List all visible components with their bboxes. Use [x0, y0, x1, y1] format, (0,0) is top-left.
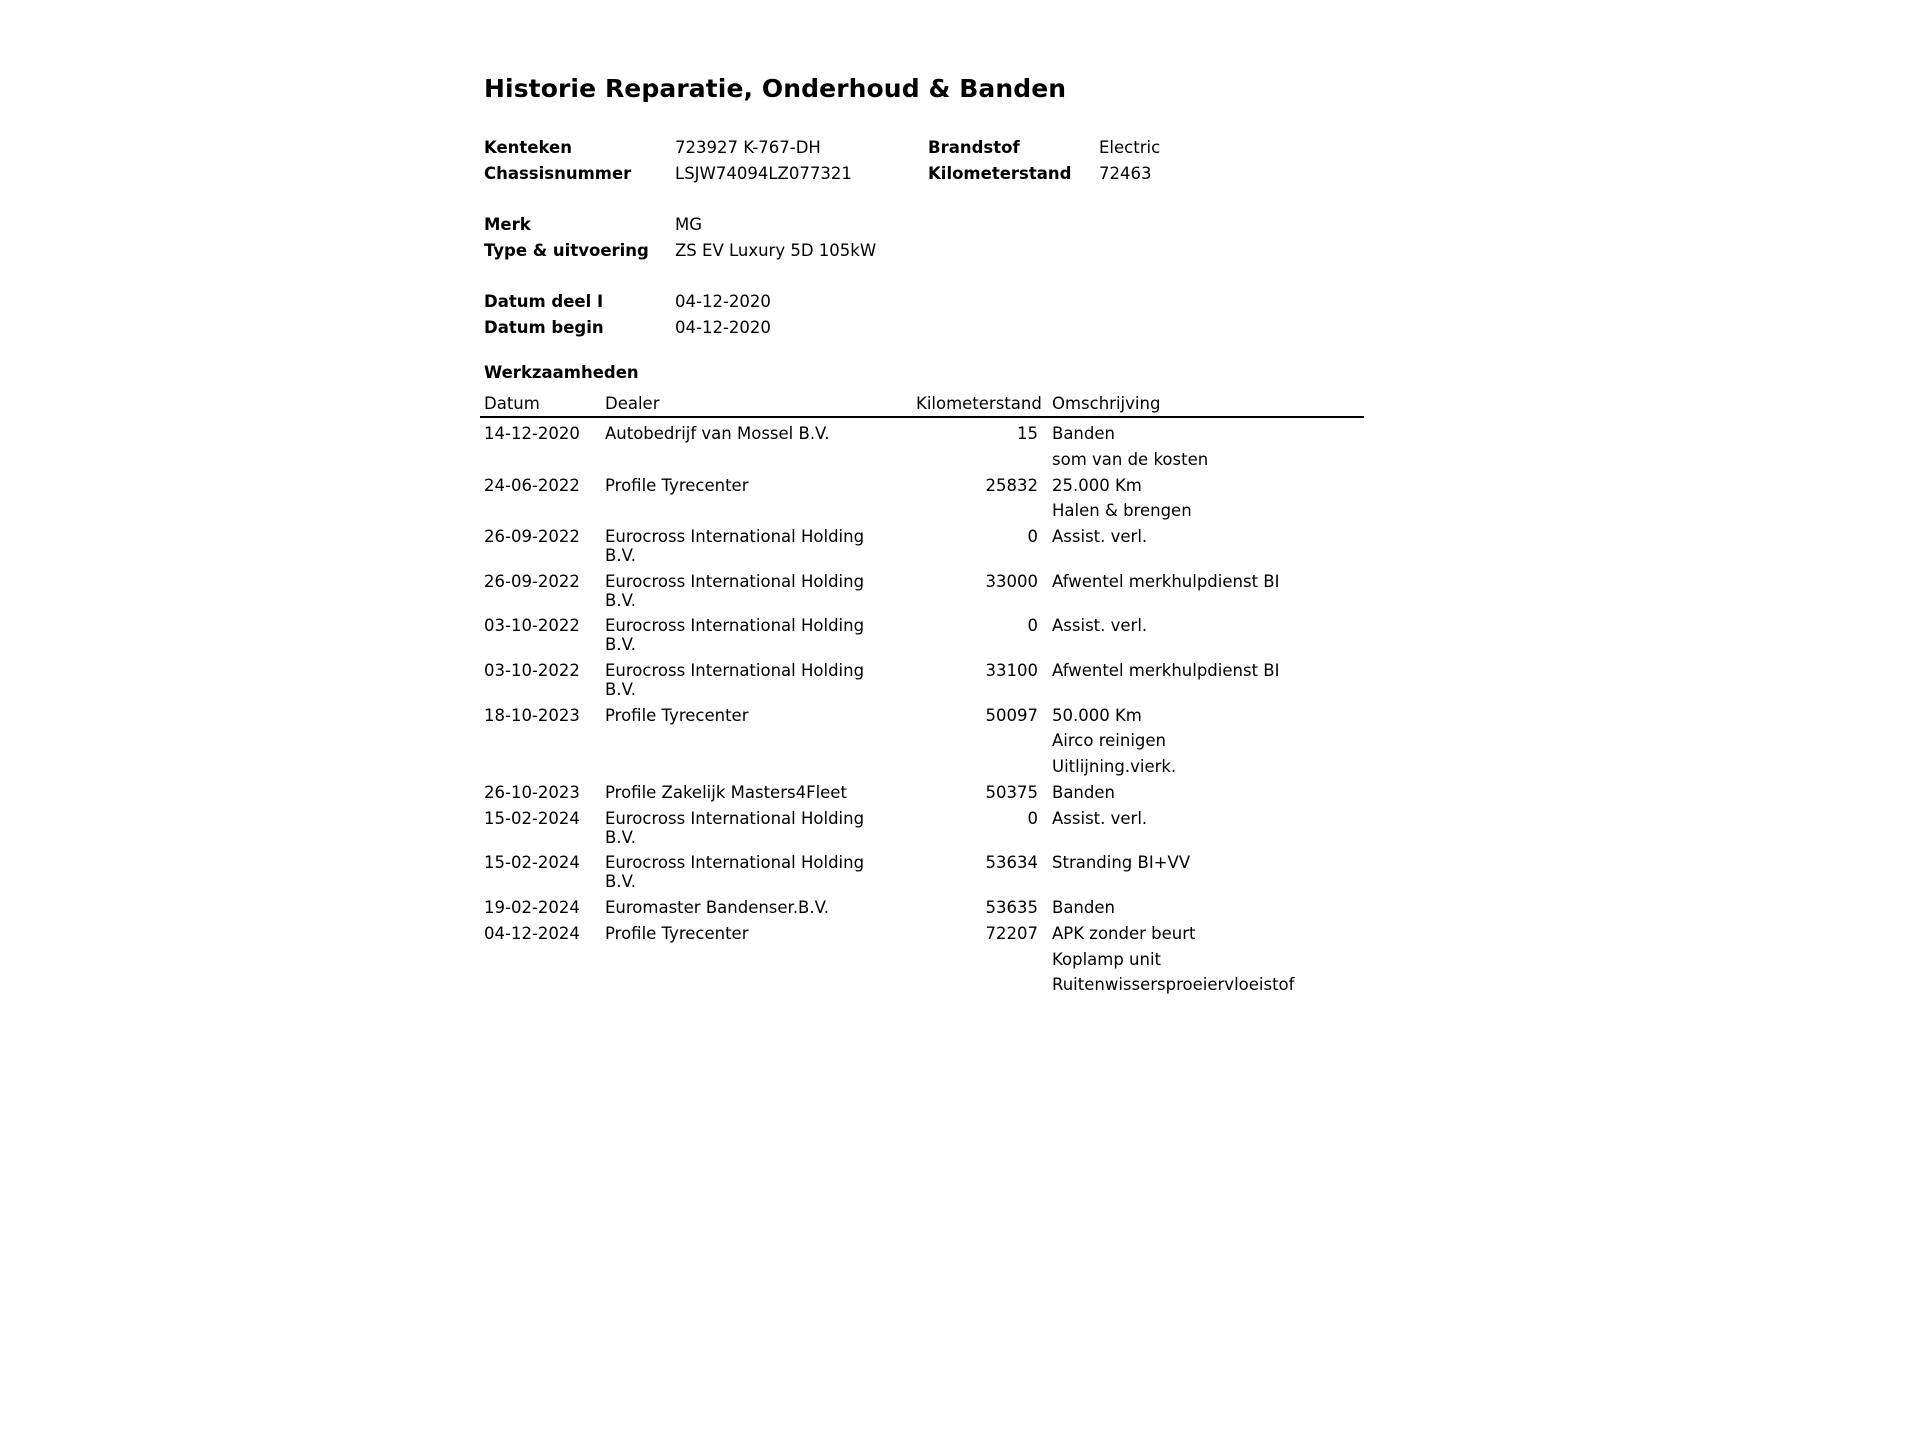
row-dealer: Profile Tyrecenter — [605, 923, 749, 943]
omschrijving-line: Banden — [1052, 424, 1115, 443]
row-date: 04-12-2024 — [484, 923, 580, 943]
omschrijving-line: som van de kosten — [1052, 449, 1209, 469]
row-dealer: Autobedrijf van Mossel B.V. — [605, 424, 830, 443]
merk-value: MG — [675, 215, 703, 234]
row-omschrijving — [1052, 476, 1372, 528]
table-row — [484, 924, 1364, 1001]
datum-deel-value: 04-12-2020 — [675, 292, 771, 311]
table-row — [484, 706, 1364, 783]
row-date: 14-12-2020 — [484, 424, 580, 443]
omschrijving-line: 50.000 Km — [1052, 705, 1142, 725]
row-dealer: Eurocross International Holding B.V. — [605, 527, 865, 566]
chassisnummer-value: LSJW74094LZ077321 — [675, 164, 852, 183]
omschrijving-line: Afwentel merkhulpdienst BI — [1052, 660, 1280, 680]
table-row — [484, 661, 1364, 706]
type-uitvoering-label: Type & uitvoering — [484, 241, 649, 260]
type-uitvoering-value: ZS EV Luxury 5D 105kW — [675, 241, 877, 260]
row-omschrijving — [1052, 809, 1372, 835]
row-kilometerstand: 0 — [1027, 808, 1038, 828]
row-kilometerstand: 53634 — [985, 853, 1038, 873]
merk-label: Merk — [484, 215, 531, 234]
table-row — [484, 527, 1364, 572]
brandstof-label: Brandstof — [928, 138, 1020, 157]
kenteken-value: 723927 K-767-DH — [675, 138, 821, 157]
omschrijving-line: Assist. verl. — [1052, 616, 1148, 636]
row-kilometerstand: 33100 — [985, 660, 1038, 680]
page-title: Historie Reparatie, Onderhoud & Banden — [484, 74, 1067, 103]
kilometerstand-label: Kilometerstand — [928, 164, 1072, 183]
row-date: 26-09-2022 — [484, 571, 580, 591]
chassisnummer-label: Chassisnummer — [484, 164, 632, 183]
row-kilometerstand: 33000 — [985, 571, 1038, 591]
table-row — [484, 783, 1364, 809]
header-datum: Datum — [484, 394, 540, 413]
row-omschrijving — [1052, 527, 1372, 553]
row-kilometerstand: 0 — [1027, 527, 1038, 547]
table-row — [484, 898, 1364, 924]
row-dealer: Eurocross International Holding B.V. — [605, 853, 865, 892]
kilometerstand-value: 72463 — [1099, 164, 1152, 183]
datum-deel-label: Datum deel I — [484, 292, 604, 311]
omschrijving-line: Banden — [1052, 897, 1115, 917]
table-row — [484, 476, 1364, 528]
row-omschrijving — [1052, 424, 1372, 476]
row-date: 26-09-2022 — [484, 527, 580, 547]
row-date: 19-02-2024 — [484, 897, 580, 917]
row-kilometerstand: 50375 — [985, 782, 1038, 802]
omschrijving-line: Assist. verl. — [1052, 527, 1148, 547]
row-omschrijving — [1052, 783, 1372, 809]
row-omschrijving — [1052, 661, 1372, 687]
brandstof-value: Electric — [1099, 138, 1161, 157]
row-date: 03-10-2022 — [484, 660, 580, 680]
omschrijving-line: Airco reinigen — [1052, 731, 1166, 751]
row-dealer: Profile Tyrecenter — [605, 475, 749, 495]
omschrijving-line: Uitlijning.vierk. — [1052, 757, 1177, 777]
omschrijving-line: 25.000 Km — [1052, 475, 1142, 495]
row-kilometerstand: 15 — [1017, 424, 1038, 443]
row-dealer: Eurocross International Holding B.V. — [605, 616, 865, 655]
table-row — [484, 572, 1364, 617]
row-omschrijving — [1052, 616, 1372, 642]
werkzaamheden-title: Werkzaamheden — [484, 363, 639, 382]
table-row — [484, 853, 1364, 898]
header-dealer: Dealer — [605, 394, 660, 413]
table-row — [484, 424, 1364, 476]
omschrijving-line: Stranding BI+VV — [1052, 853, 1191, 873]
row-kilometerstand: 53635 — [985, 897, 1038, 917]
datum-begin-value: 04-12-2020 — [675, 318, 771, 337]
row-date: 03-10-2022 — [484, 616, 580, 636]
omschrijving-line: Afwentel merkhulpdienst BI — [1052, 571, 1280, 591]
table-row — [484, 809, 1364, 854]
row-dealer: Euromaster Bandenser.B.V. — [605, 897, 830, 917]
datum-begin-label: Datum begin — [484, 318, 604, 337]
header-kilometerstand: Kilometerstand — [916, 394, 1042, 413]
row-date: 15-02-2024 — [484, 853, 580, 873]
row-date: 15-02-2024 — [484, 808, 580, 828]
row-dealer: Eurocross International Holding B.V. — [605, 571, 865, 610]
row-dealer: Eurocross International Holding B.V. — [605, 808, 865, 847]
omschrijving-line: Assist. verl. — [1052, 808, 1148, 828]
table-header — [480, 394, 1364, 418]
row-omschrijving — [1052, 898, 1372, 924]
row-kilometerstand: 72207 — [985, 923, 1038, 943]
row-date: 18-10-2023 — [484, 705, 580, 725]
header-omschrijving: Omschrijving — [1052, 394, 1161, 413]
work-table — [484, 394, 1364, 1001]
row-kilometerstand: 50097 — [985, 705, 1038, 725]
row-kilometerstand: 0 — [1027, 616, 1038, 636]
row-date: 26-10-2023 — [484, 782, 580, 802]
row-date: 24-06-2022 — [484, 475, 580, 495]
omschrijving-line: Koplamp unit — [1052, 949, 1162, 969]
omschrijving-line: Ruitenwissersproeiervloeistof — [1052, 975, 1295, 995]
omschrijving-line: Banden — [1052, 782, 1115, 802]
row-omschrijving — [1052, 853, 1372, 879]
row-kilometerstand: 25832 — [985, 475, 1038, 495]
row-dealer: Eurocross International Holding B.V. — [605, 660, 865, 699]
row-dealer: Profile Tyrecenter — [605, 705, 749, 725]
row-omschrijving — [1052, 572, 1372, 598]
row-dealer: Profile Zakelijk Masters4Fleet — [605, 782, 847, 802]
omschrijving-line: APK zonder beurt — [1052, 923, 1196, 943]
table-row — [484, 616, 1364, 661]
kenteken-label: Kenteken — [484, 138, 572, 157]
omschrijving-line: Halen & brengen — [1052, 501, 1192, 521]
table-body — [484, 418, 1364, 1001]
row-omschrijving — [1052, 706, 1372, 783]
row-omschrijving — [1052, 924, 1372, 1001]
